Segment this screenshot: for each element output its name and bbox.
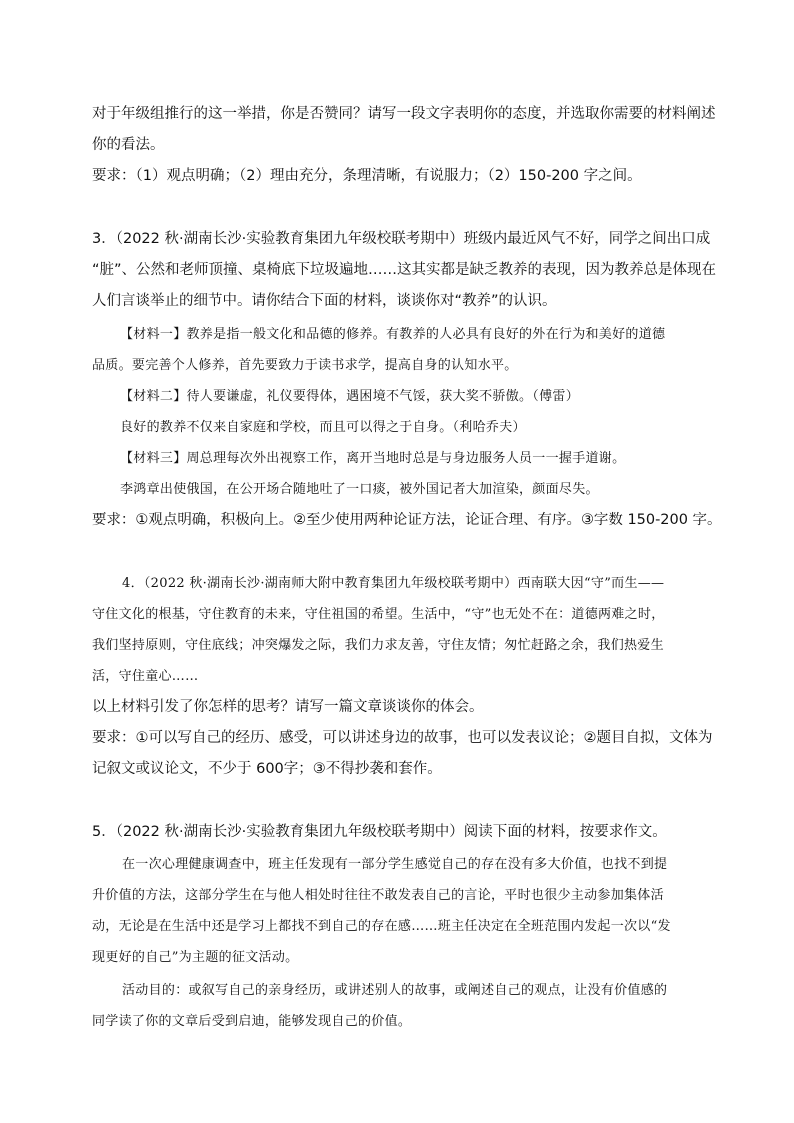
text-line: 以上材料引发了你怎样的思考？请写一篇文章谈谈你的体会。	[92, 699, 484, 715]
material-3: 【材料三】周总理每次外出视察工作，离开当地时总是与身边服务人员一一握手道谢。	[120, 451, 626, 466]
text-line: 同学读了你的文章后受到启迪，能够发现自己的价值。	[92, 1014, 412, 1029]
text-line: 守住文化的根基，守住教育的未来，守住祖国的希望。生活中，“守”也无处不在：道德两难之时，	[92, 607, 665, 622]
text-line: 在一次心理健康调查中，班主任发现有一部分学生感觉自己的存在没有多大价值，也找不到提	[122, 857, 668, 872]
text-line: 我们坚持原则，守住底线；冲突爆发之际，我们力求友善，守住友情；匆忙赶路之余，我们热爱生	[92, 638, 664, 653]
text-line: 动，无论是在生活中还是学习上都找不到自己的存在感……班主任决定在全班范围内发起一次以“发	[92, 919, 671, 934]
text-line: 现更好的自己”为主题的征文活动。	[92, 950, 299, 965]
question-4-stem: 4．（2022 秋·湖南长沙·湖南师大附中教育集团九年级校联考期中）西南联大因“守”而生——	[122, 576, 665, 591]
text-line: 升价值的方法，这部分学生在与他人相处时往往不敢发表自己的言论，平时也很少主动参加集体活	[92, 888, 664, 903]
question-5-stem: 5．（2022 秋·湖南长沙·实验教育集团九年级校联考期中）阅读下面的材料，按要求作文。	[92, 824, 667, 840]
requirement-line: 要求：①可以写自己的经历、感受，可以讲述身边的故事，也可以发表议论；②题目自拟，文体为	[92, 730, 713, 746]
text-line: 人们言谈举止的细节中。请你结合下面的材料，谈谈你对“教养”的认识。	[92, 293, 557, 309]
text-line: 李鸿章出使俄国，在公开场合随地吐了一口痰，被外国记者大加渲染，颜面尽失。	[120, 482, 599, 497]
text-line: 你的看法。	[92, 137, 165, 153]
question-3-stem: 3．（2022 秋·湖南长沙·实验教育集团九年级校联考期中）班级内最近风气不好，同学之间出口成	[92, 231, 711, 247]
requirement-line: 记叙文或议论文，不少于 600字；③不得抄袭和套作。	[92, 761, 442, 777]
material-1: 【材料一】教养是指一般文化和品德的修养。有教养的人必具有良好的外在行为和美好的道德	[120, 327, 666, 342]
requirement-line: 要求：①观点明确，积极向上。②至少使用两种论证方法，论证合理、有序。③字数 150-200 字。	[92, 512, 722, 528]
text-line: 活动目的：或叙写自己的亲身经历，或讲述别人的故事，或阐述自己的观点，让没有价值感的	[122, 983, 668, 998]
text-line: 对于年级组推行的这一举措，你是否赞同？请写一段文字表明你的态度，并选取你需要的材料阐述	[92, 106, 716, 122]
text-line: 活，守住童心……	[92, 669, 199, 684]
text-line: 良好的教养不仅来自家庭和学校，而且可以得之于自身。（利哈乔夫）	[120, 420, 526, 435]
text-line: “脏”、公然和老师顶撞、桌椅底下垃圾遍地……这其实都是缺乏教养的表现，因为教养总是体现在	[92, 262, 717, 278]
requirement-line: 要求：（1）观点明确；（2）理由充分，条理清晰，有说服力；（2）150-200 字之间。	[92, 168, 642, 184]
text-line: 品质。要完善个人修养，首先要致力于读书求学，提高自身的认知水平。	[92, 358, 518, 373]
material-2: 【材料二】待人要谦虚，礼仪要得体，遇困境不气馁，获大奖不骄傲。（傅雷）	[120, 389, 580, 404]
